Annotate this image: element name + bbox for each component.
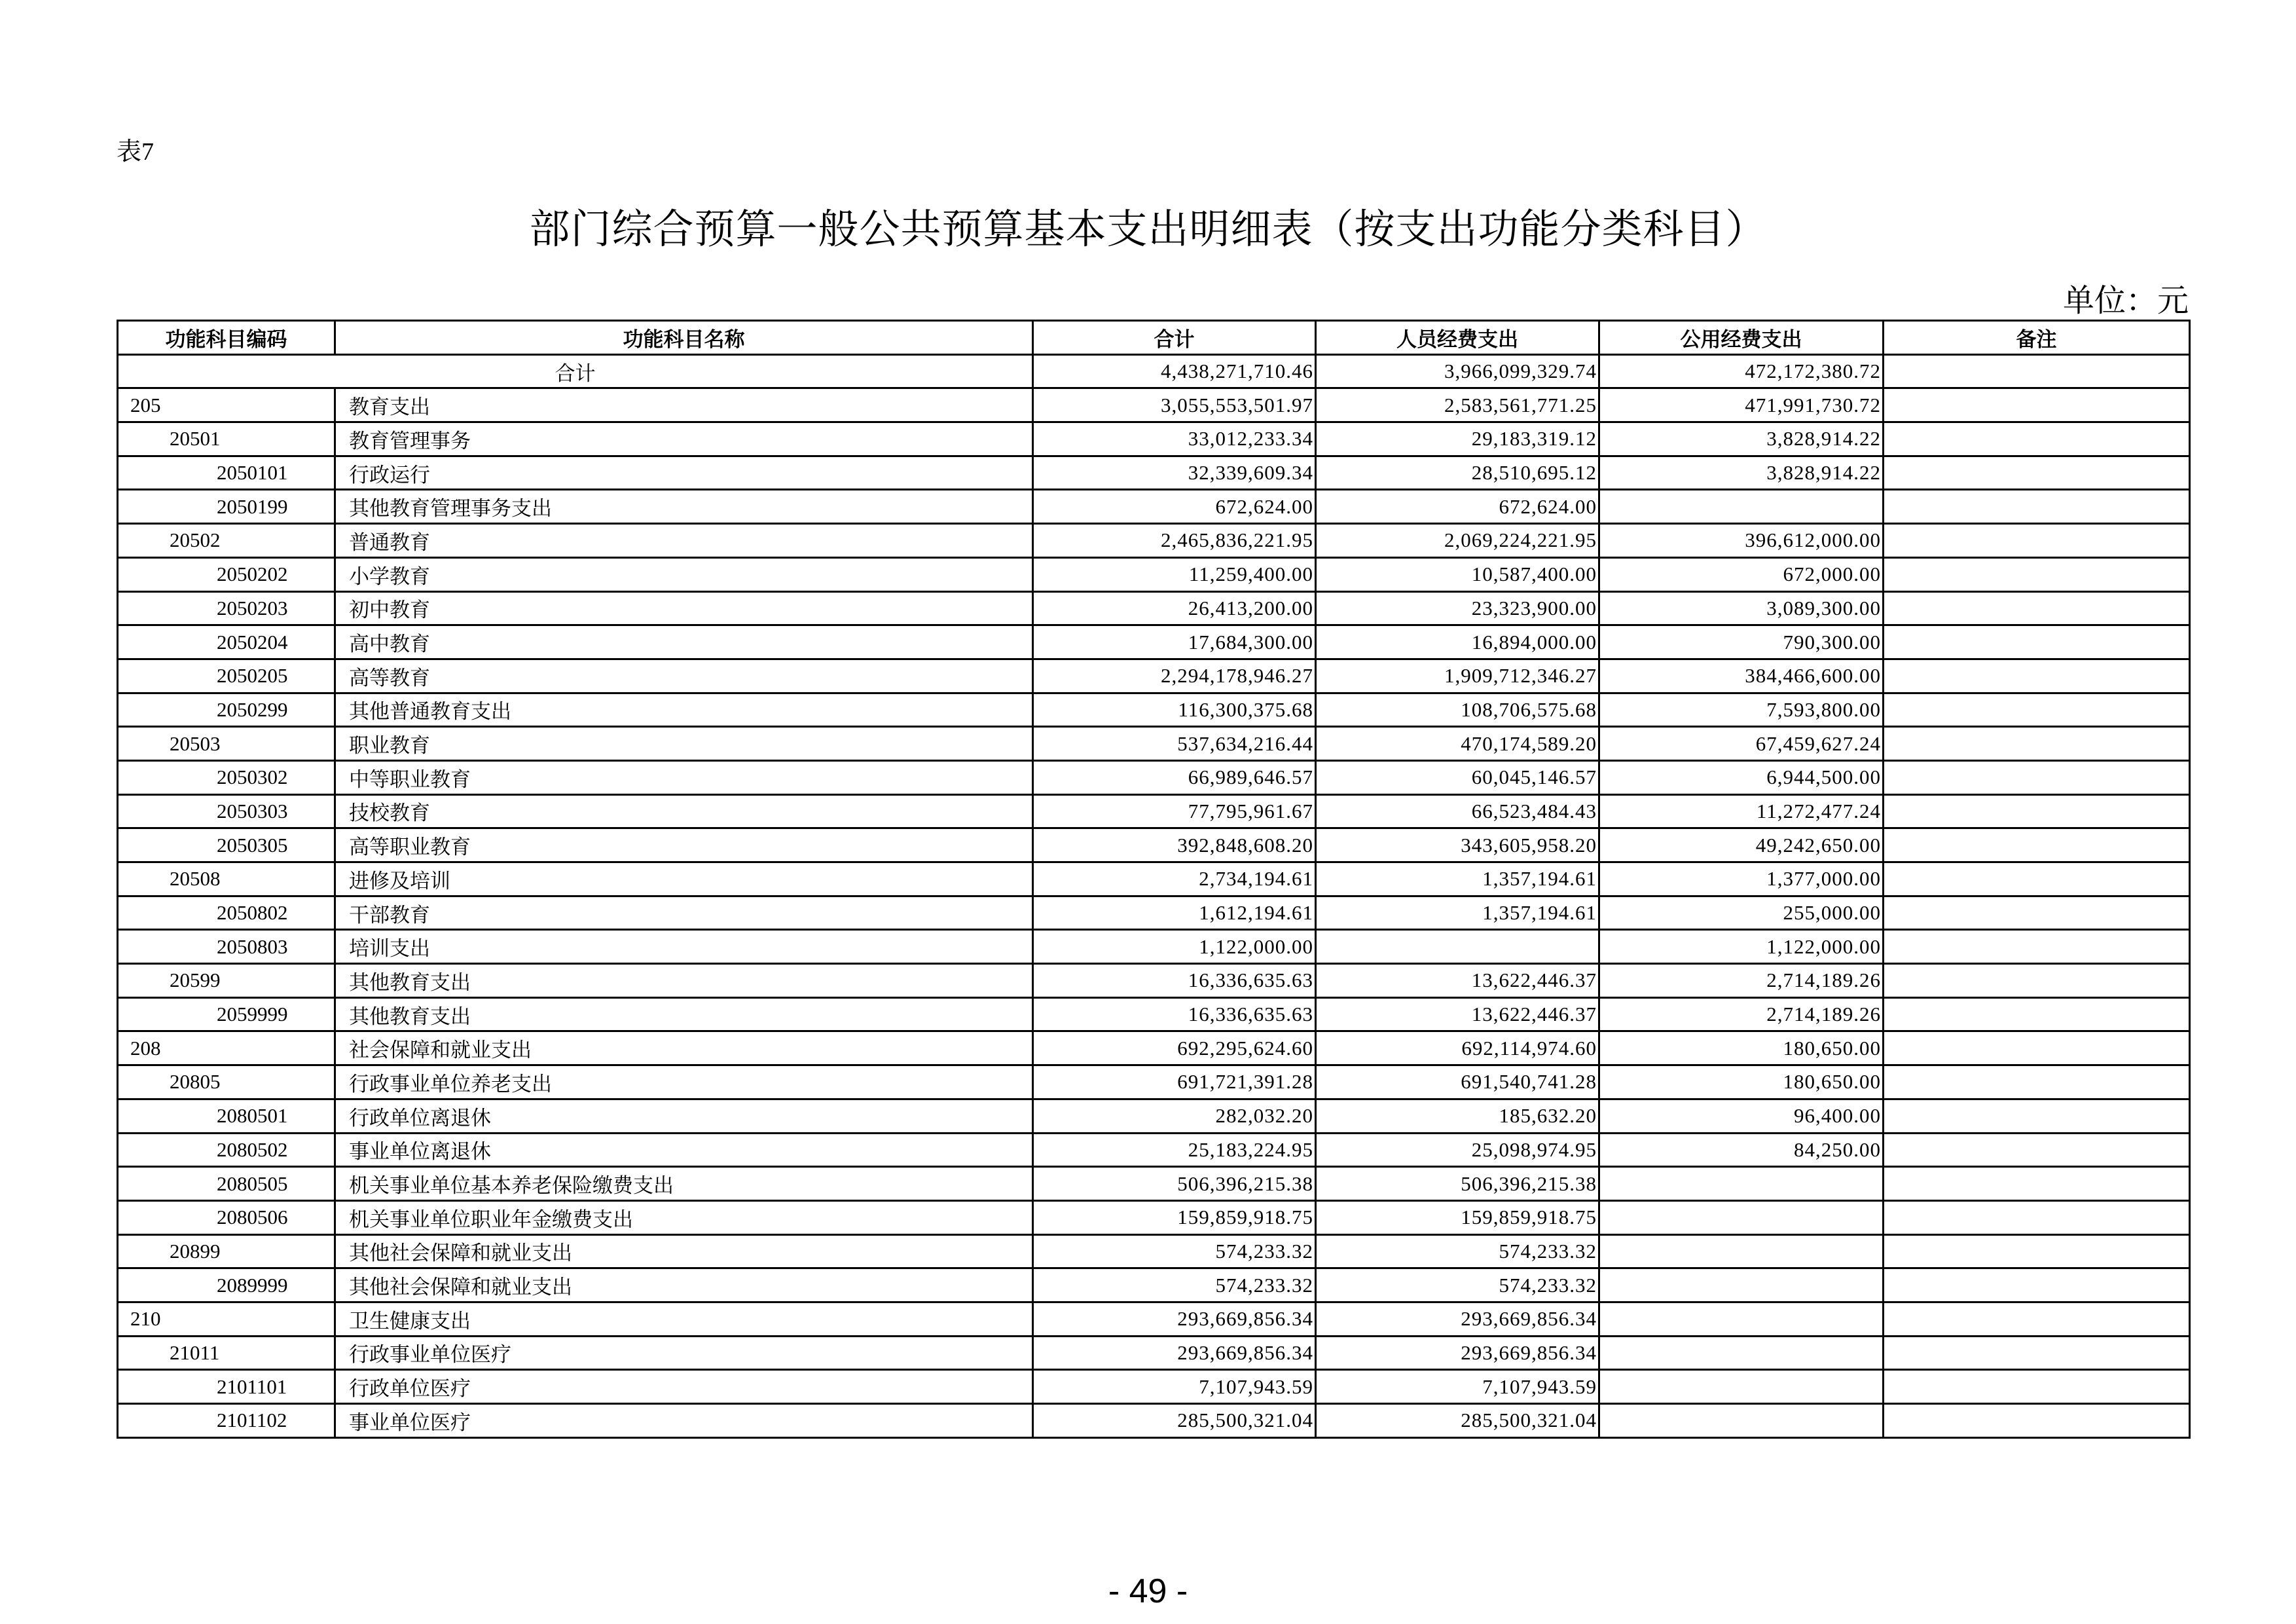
row-name: 行政单位医疗 [335, 1370, 1033, 1404]
table-row [118, 1167, 2190, 1201]
row-public [1599, 1234, 1884, 1268]
row-note [1884, 625, 2190, 659]
table-number: 表7 [117, 138, 155, 166]
row-code: 2080506 [118, 1200, 335, 1234]
total-personnel: 3,966,099,329.74 [1316, 354, 1599, 388]
row-name: 教育支出 [335, 388, 1033, 422]
row-public: 180,650.00 [1599, 1031, 1884, 1065]
row-note [1884, 1302, 2190, 1336]
row-public [1599, 1200, 1884, 1234]
table-row [118, 1268, 2190, 1302]
row-total: 32,339,609.34 [1033, 456, 1316, 490]
row-name: 其他教育支出 [335, 964, 1033, 998]
row-note [1884, 1268, 2190, 1302]
row-code: 2080505 [118, 1167, 335, 1201]
row-code: 20899 [118, 1234, 335, 1268]
row-note [1884, 1167, 2190, 1201]
row-code: 2101102 [118, 1404, 335, 1438]
row-personnel: 10,587,400.00 [1316, 557, 1599, 591]
row-code: 20503 [118, 727, 335, 761]
table-row [118, 693, 2190, 727]
table-row [118, 625, 2190, 659]
row-code: 20805 [118, 1065, 335, 1099]
header-note: 备注 [1884, 321, 2190, 355]
row-personnel: 293,669,856.34 [1316, 1336, 1599, 1370]
row-public [1599, 490, 1884, 524]
row-code: 2050204 [118, 625, 335, 659]
row-code: 2050199 [118, 490, 335, 524]
row-name: 培训支出 [335, 930, 1033, 964]
table-row [118, 1370, 2190, 1404]
row-public: 3,828,914.22 [1599, 456, 1884, 490]
row-note [1884, 1065, 2190, 1099]
row-personnel: 574,233.32 [1316, 1234, 1599, 1268]
row-code: 2050302 [118, 760, 335, 794]
row-total: 16,336,635.63 [1033, 997, 1316, 1031]
total-row [118, 354, 2190, 388]
row-total: 66,989,646.57 [1033, 760, 1316, 794]
row-note [1884, 964, 2190, 998]
row-total: 26,413,200.00 [1033, 591, 1316, 625]
row-public [1599, 1302, 1884, 1336]
row-code: 20508 [118, 862, 335, 896]
row-personnel: 2,583,561,771.25 [1316, 388, 1599, 422]
row-code: 20599 [118, 964, 335, 998]
total-total: 4,438,271,710.46 [1033, 354, 1316, 388]
row-personnel: 159,859,918.75 [1316, 1200, 1599, 1234]
row-note [1884, 388, 2190, 422]
row-personnel: 13,622,446.37 [1316, 997, 1599, 1031]
row-name: 其他普通教育支出 [335, 693, 1033, 727]
row-total: 116,300,375.68 [1033, 693, 1316, 727]
table-row [118, 1200, 2190, 1234]
table-row [118, 727, 2190, 761]
row-code: 2050305 [118, 828, 335, 862]
row-code: 2101101 [118, 1370, 335, 1404]
budget-table [117, 320, 2191, 1439]
row-personnel: 285,500,321.04 [1316, 1404, 1599, 1438]
row-total: 1,122,000.00 [1033, 930, 1316, 964]
table-row [118, 1031, 2190, 1065]
row-personnel: 185,632.20 [1316, 1099, 1599, 1133]
row-name: 其他教育支出 [335, 997, 1033, 1031]
table-row [118, 1065, 2190, 1099]
row-personnel: 108,706,575.68 [1316, 693, 1599, 727]
row-public: 3,828,914.22 [1599, 422, 1884, 456]
row-public: 1,122,000.00 [1599, 930, 1884, 964]
row-name: 行政运行 [335, 456, 1033, 490]
row-total: 672,624.00 [1033, 490, 1316, 524]
row-note [1884, 422, 2190, 456]
row-note [1884, 1404, 2190, 1438]
row-total: 282,032.20 [1033, 1099, 1316, 1133]
row-code: 2050101 [118, 456, 335, 490]
row-name: 机关事业单位职业年金缴费支出 [335, 1200, 1033, 1234]
row-name: 事业单位离退休 [335, 1133, 1033, 1167]
row-personnel: 2,069,224,221.95 [1316, 524, 1599, 558]
row-code: 2050205 [118, 659, 335, 693]
table-row [118, 524, 2190, 558]
row-name: 干部教育 [335, 896, 1033, 930]
row-name: 其他社会保障和就业支出 [335, 1268, 1033, 1302]
row-public: 672,000.00 [1599, 557, 1884, 591]
row-note [1884, 794, 2190, 828]
row-code: 2089999 [118, 1268, 335, 1302]
row-name: 其他社会保障和就业支出 [335, 1234, 1033, 1268]
header-total: 合计 [1033, 321, 1316, 355]
row-note [1884, 1370, 2190, 1404]
row-total: 574,233.32 [1033, 1234, 1316, 1268]
row-name: 普通教育 [335, 524, 1033, 558]
row-total: 77,795,961.67 [1033, 794, 1316, 828]
row-total: 25,183,224.95 [1033, 1133, 1316, 1167]
row-name: 教育管理事务 [335, 422, 1033, 456]
row-public [1599, 1404, 1884, 1438]
row-code: 2050802 [118, 896, 335, 930]
row-total: 692,295,624.60 [1033, 1031, 1316, 1065]
row-total: 537,634,216.44 [1033, 727, 1316, 761]
row-note [1884, 1099, 2190, 1133]
row-code: 2050202 [118, 557, 335, 591]
table-row [118, 557, 2190, 591]
table-row [118, 591, 2190, 625]
row-personnel: 7,107,943.59 [1316, 1370, 1599, 1404]
row-public [1599, 1268, 1884, 1302]
row-total: 2,465,836,221.95 [1033, 524, 1316, 558]
row-personnel: 1,357,194.61 [1316, 896, 1599, 930]
total-label: 合计 [118, 354, 1033, 388]
row-name: 其他教育管理事务支出 [335, 490, 1033, 524]
table-row [118, 1234, 2190, 1268]
row-public: 49,242,650.00 [1599, 828, 1884, 862]
row-total: 2,734,194.61 [1033, 862, 1316, 896]
row-personnel [1316, 930, 1599, 964]
row-note [1884, 1336, 2190, 1370]
row-total: 11,259,400.00 [1033, 557, 1316, 591]
row-public: 67,459,627.24 [1599, 727, 1884, 761]
row-public: 255,000.00 [1599, 896, 1884, 930]
row-public: 3,089,300.00 [1599, 591, 1884, 625]
row-code: 2050303 [118, 794, 335, 828]
row-public: 180,650.00 [1599, 1065, 1884, 1099]
row-total: 2,294,178,946.27 [1033, 659, 1316, 693]
row-personnel: 691,540,741.28 [1316, 1065, 1599, 1099]
row-code: 2050803 [118, 930, 335, 964]
row-total: 159,859,918.75 [1033, 1200, 1316, 1234]
row-public: 6,944,500.00 [1599, 760, 1884, 794]
row-personnel: 16,894,000.00 [1316, 625, 1599, 659]
table-row [118, 794, 2190, 828]
table-row [118, 1404, 2190, 1438]
row-note [1884, 659, 2190, 693]
row-note [1884, 490, 2190, 524]
row-total: 16,336,635.63 [1033, 964, 1316, 998]
row-public: 790,300.00 [1599, 625, 1884, 659]
table-row [118, 896, 2190, 930]
row-code: 2080501 [118, 1099, 335, 1133]
row-public: 396,612,000.00 [1599, 524, 1884, 558]
row-note [1884, 524, 2190, 558]
row-total: 293,669,856.34 [1033, 1302, 1316, 1336]
page-number: - 49 - [1108, 1572, 1188, 1610]
row-name: 进修及培训 [335, 862, 1033, 896]
table-row [118, 1336, 2190, 1370]
row-note [1884, 693, 2190, 727]
table-row [118, 1099, 2190, 1133]
row-personnel: 66,523,484.43 [1316, 794, 1599, 828]
row-note [1884, 727, 2190, 761]
row-name: 初中教育 [335, 591, 1033, 625]
table-row [118, 997, 2190, 1031]
row-note [1884, 557, 2190, 591]
row-name: 小学教育 [335, 557, 1033, 591]
table-header-row [118, 321, 2190, 355]
row-name: 事业单位医疗 [335, 1404, 1033, 1438]
row-total: 293,669,856.34 [1033, 1336, 1316, 1370]
row-name: 高等教育 [335, 659, 1033, 693]
row-note [1884, 1234, 2190, 1268]
row-name: 行政事业单位养老支出 [335, 1065, 1033, 1099]
row-note [1884, 1133, 2190, 1167]
row-name: 技校教育 [335, 794, 1033, 828]
row-note [1884, 1031, 2190, 1065]
row-code: 2050203 [118, 591, 335, 625]
row-public [1599, 1167, 1884, 1201]
row-name: 行政单位离退休 [335, 1099, 1033, 1133]
row-total: 7,107,943.59 [1033, 1370, 1316, 1404]
row-code: 2059999 [118, 997, 335, 1031]
row-personnel: 13,622,446.37 [1316, 964, 1599, 998]
row-total: 1,612,194.61 [1033, 896, 1316, 930]
row-note [1884, 456, 2190, 490]
row-public: 96,400.00 [1599, 1099, 1884, 1133]
row-total: 285,500,321.04 [1033, 1404, 1316, 1438]
total-public: 472,172,380.72 [1599, 354, 1884, 388]
row-total: 3,055,553,501.97 [1033, 388, 1316, 422]
row-name: 高等职业教育 [335, 828, 1033, 862]
table-row [118, 456, 2190, 490]
row-personnel: 60,045,146.57 [1316, 760, 1599, 794]
row-personnel: 293,669,856.34 [1316, 1302, 1599, 1336]
row-public: 7,593,800.00 [1599, 693, 1884, 727]
row-code: 21011 [118, 1336, 335, 1370]
table-row [118, 388, 2190, 422]
row-note [1884, 997, 2190, 1031]
header-public: 公用经费支出 [1599, 321, 1884, 355]
row-name: 职业教育 [335, 727, 1033, 761]
table-row [118, 964, 2190, 998]
row-personnel: 574,233.32 [1316, 1268, 1599, 1302]
table-row [118, 760, 2190, 794]
row-public: 1,377,000.00 [1599, 862, 1884, 896]
table-row [118, 930, 2190, 964]
row-code: 2050299 [118, 693, 335, 727]
row-name: 社会保障和就业支出 [335, 1031, 1033, 1065]
row-personnel: 343,605,958.20 [1316, 828, 1599, 862]
row-note [1884, 591, 2190, 625]
row-name: 高中教育 [335, 625, 1033, 659]
row-code: 20502 [118, 524, 335, 558]
row-code: 20501 [118, 422, 335, 456]
table-row [118, 1133, 2190, 1167]
page-title: 部门综合预算一般公共预算基本支出明细表（按支出功能分类科目） [529, 205, 1767, 253]
row-total: 691,721,391.28 [1033, 1065, 1316, 1099]
row-personnel: 28,510,695.12 [1316, 456, 1599, 490]
row-code: 205 [118, 388, 335, 422]
row-name: 中等职业教育 [335, 760, 1033, 794]
header-name: 功能科目名称 [335, 321, 1033, 355]
row-total: 506,396,215.38 [1033, 1167, 1316, 1201]
table-row [118, 422, 2190, 456]
row-note [1884, 1200, 2190, 1234]
row-personnel: 1,909,712,346.27 [1316, 659, 1599, 693]
row-name: 卫生健康支出 [335, 1302, 1033, 1336]
row-public [1599, 1336, 1884, 1370]
row-code: 2080502 [118, 1133, 335, 1167]
row-personnel: 692,114,974.60 [1316, 1031, 1599, 1065]
table-row [118, 490, 2190, 524]
table-row [118, 659, 2190, 693]
row-code: 208 [118, 1031, 335, 1065]
row-personnel: 1,357,194.61 [1316, 862, 1599, 896]
row-personnel: 23,323,900.00 [1316, 591, 1599, 625]
row-note [1884, 828, 2190, 862]
row-public: 471,991,730.72 [1599, 388, 1884, 422]
row-public: 84,250.00 [1599, 1133, 1884, 1167]
row-public: 2,714,189.26 [1599, 964, 1884, 998]
row-note [1884, 862, 2190, 896]
table-row [118, 862, 2190, 896]
row-name: 机关事业单位基本养老保险缴费支出 [335, 1167, 1033, 1201]
row-code: 210 [118, 1302, 335, 1336]
header-personnel: 人员经费支出 [1316, 321, 1599, 355]
unit-label: 单位：元 [2062, 284, 2189, 318]
row-note [1884, 930, 2190, 964]
table-row [118, 1302, 2190, 1336]
row-total: 17,684,300.00 [1033, 625, 1316, 659]
header-code: 功能科目编码 [118, 321, 335, 355]
row-personnel: 29,183,319.12 [1316, 422, 1599, 456]
row-personnel: 25,098,974.95 [1316, 1133, 1599, 1167]
row-public: 384,466,600.00 [1599, 659, 1884, 693]
row-personnel: 506,396,215.38 [1316, 1167, 1599, 1201]
row-name: 行政事业单位医疗 [335, 1336, 1033, 1370]
row-personnel: 672,624.00 [1316, 490, 1599, 524]
row-total: 392,848,608.20 [1033, 828, 1316, 862]
row-public: 2,714,189.26 [1599, 997, 1884, 1031]
total-note [1884, 354, 2190, 388]
row-note [1884, 896, 2190, 930]
row-personnel: 470,174,589.20 [1316, 727, 1599, 761]
row-note [1884, 760, 2190, 794]
table-row [118, 828, 2190, 862]
row-total: 574,233.32 [1033, 1268, 1316, 1302]
row-total: 33,012,233.34 [1033, 422, 1316, 456]
row-public: 11,272,477.24 [1599, 794, 1884, 828]
row-public [1599, 1370, 1884, 1404]
